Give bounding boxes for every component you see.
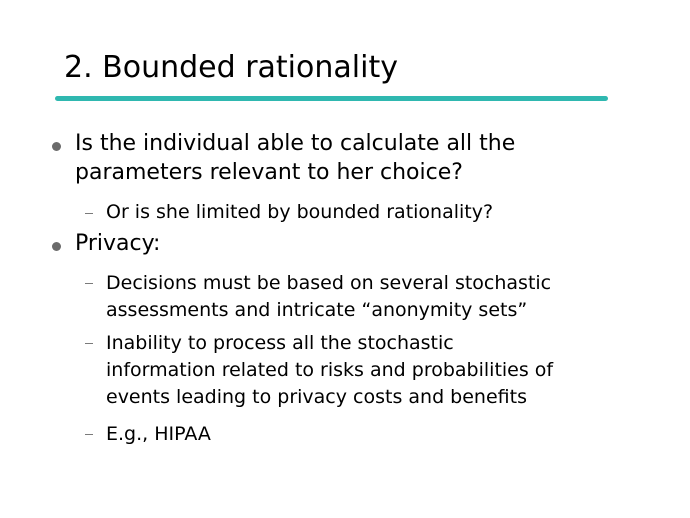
- dash-icon: [85, 213, 93, 214]
- subitem-2-2-line-1: Inability to process all the stochastic: [106, 332, 454, 354]
- dash-icon: [85, 283, 93, 284]
- subitem-2-2-line-3: events leading to privacy costs and benefits: [106, 386, 527, 408]
- slide-title: 2. Bounded rationality: [64, 50, 398, 85]
- subitem-2-2-line-2: information related to risks and probabilities of: [106, 359, 554, 381]
- dash-icon: [85, 343, 93, 344]
- title-underline: [55, 96, 608, 101]
- bullet-icon: [52, 242, 61, 251]
- bullet-2-line-1: Privacy:: [75, 231, 161, 256]
- bullet-icon: [52, 142, 61, 151]
- subitem-2-1-line-1: Decisions must be based on several stochastic: [106, 272, 552, 294]
- subitem-2-1-line-2: assessments and intricate “anonymity sets”: [106, 299, 528, 321]
- subitem-1-1-line-1: Or is she limited by bounded rationality?: [106, 201, 494, 223]
- dash-icon: [85, 434, 93, 435]
- bullet-1-line-1: Is the individual able to calculate all the: [75, 131, 516, 156]
- subitem-2-3-line-1: E.g., HIPAA: [106, 423, 211, 445]
- bullet-1-line-2: parameters relevant to her choice?: [75, 160, 463, 185]
